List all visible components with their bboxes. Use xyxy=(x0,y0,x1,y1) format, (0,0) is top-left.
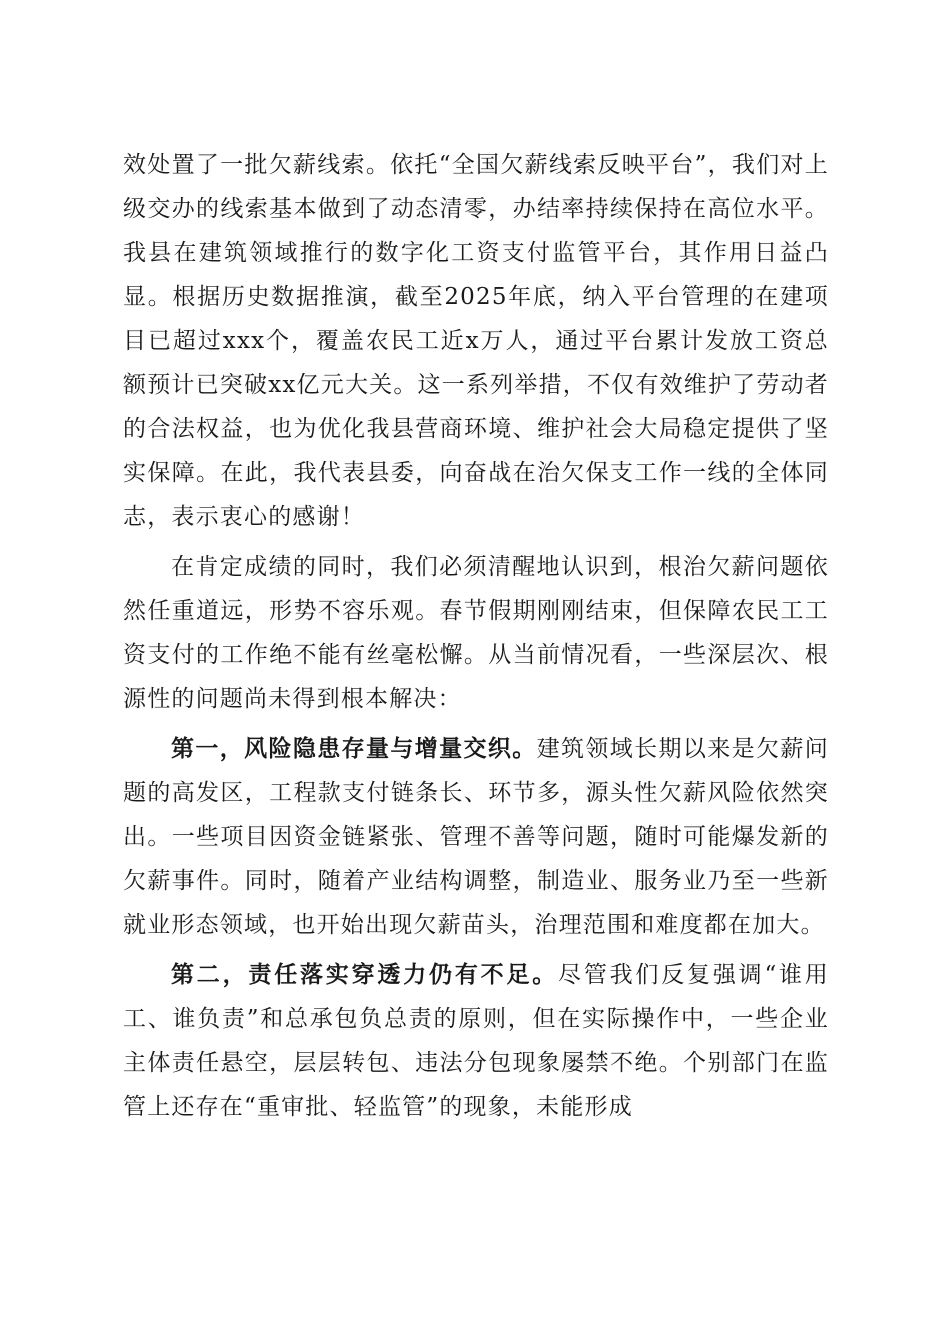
paragraph-4-text: 尽管我们反复强调“谁用工、谁负责”和总承包负总责的原则，但在实际操作中，一些企业主体责任悬空，层层转包、违法分包现象屡禁不绝。个别部门在监管上还存在“重审批、轻监管”的现象，未能形成 xyxy=(123,962,830,1120)
document-body xyxy=(123,143,829,1135)
paragraph-2 xyxy=(123,545,829,721)
paragraph-3-text: 建筑领域长期以来是欠薪问题的高发区，工程款支付链条长、环节多，源头性欠薪风险依然突出。一些项目因资金链紧张、管理不善等问题，随时可能爆发新的欠薪事件。同时，随着产业结构调整，制造业、服务业乃至一些新就业形态领域，也开始出现欠薪苗头，治理范围和难度都在加大。 xyxy=(123,736,829,938)
paragraph-4 xyxy=(123,953,829,1129)
paragraph-3-lead: 第一，风险隐患存量与增量交织。 xyxy=(171,735,537,762)
paragraph-1-text: 效处置了一批欠薪线索。依托“全国欠薪线索反映平台”，我们对上级交办的线索基本做到了动态清零，办结率持续保持在高位水平。我县在建筑领域推行的数字化工资支付监管平台，其作用日益凸显。根据历史数据推演，截至2025年底，纳入平台管理的在建项目已超过xxx个，覆盖农民工近x万人，通过平台累计发放工资总额预计已突破xx亿元大关。这一系列举措，不仅有效维护了劳动者的合法权益，也为优化我县营商环境、维护社会大局稳定提供了坚实保障。在此，我代表县委，向奋战在治欠保支工作一线的全体同志，表示衷心的感谢！ xyxy=(123,152,829,530)
paragraph-2-text: 在肯定成绩的同时，我们必须清醒地认识到，根治欠薪问题依然任重道远，形势不容乐观。春节假期刚刚结束，但保障农民工工资支付的工作绝不能有丝毫松懈。从当前情况看，一些深层次、根源性的问题尚未得到根本解决： xyxy=(123,554,829,712)
paragraph-3 xyxy=(123,727,829,947)
paragraph-4-lead: 第二，责任落实穿透力仍有不足。 xyxy=(171,961,559,988)
paragraph-1 xyxy=(123,143,829,539)
